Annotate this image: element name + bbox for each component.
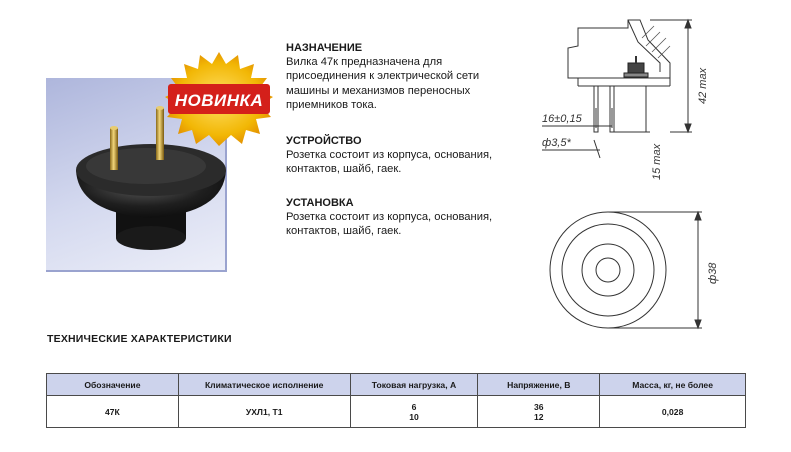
col-voltage: Напряжение, В [478,374,600,396]
voltage-value: 36 [534,401,544,412]
purpose-section [286,41,526,112]
installation-line: Розетка состоит из корпуса, основания, [286,211,493,224]
technical-drawing [520,8,740,338]
cell-current [350,396,478,428]
current-value: 6 [411,401,417,412]
col-mass: Масса, кг, не более [600,374,746,396]
spec-table [46,373,746,428]
cell-voltage [478,396,600,428]
device-section [286,134,526,177]
cell-climate: УХЛ1, Т1 [178,396,350,428]
installation-line: контактов, шайб, гаек. [286,225,402,238]
current-value: 10 [409,411,419,422]
col-current: Токовая нагрузка, А [350,374,478,396]
cell-mass: 0,028 [600,396,746,428]
dim-pin-spacing: 16±0,15 [542,113,582,125]
voltage-value: 12 [534,411,544,422]
col-designation: Обозначение [47,374,179,396]
new-badge [162,50,276,148]
spec-header-row [47,374,746,396]
table-row [47,396,746,428]
installation-section [286,196,526,239]
tech-section-title: ТЕХНИЧЕСКИЕ ХАРАКТЕРИСТИКИ [47,333,232,345]
dim-pin-diameter: ф3,5* [542,137,571,149]
dim-outer-diameter: ф38 [707,262,719,284]
badge-label: НОВИНКА [174,91,264,110]
device-title: УСТРОЙСТВО [286,135,362,147]
device-line: Розетка состоит из корпуса, основания, [286,149,493,162]
col-climate: Климатическое исполнение [178,374,350,396]
cell-designation: 47К [47,396,179,428]
purpose-line: приемников тока. [286,98,377,111]
purpose-line: присоединения к электрической сети [286,70,480,83]
purpose-line: машины и механизмов переносных [286,84,471,97]
device-line: контактов, шайб, гаек. [286,163,402,176]
installation-title: УСТАНОВКА [286,197,354,209]
dim-height: 42 max [697,67,709,104]
purpose-title: НАЗНАЧЕНИЕ [286,42,363,54]
dim-pin-length: 15 max [651,143,663,180]
purpose-line: Вилка 47к предназначена для [286,56,443,69]
